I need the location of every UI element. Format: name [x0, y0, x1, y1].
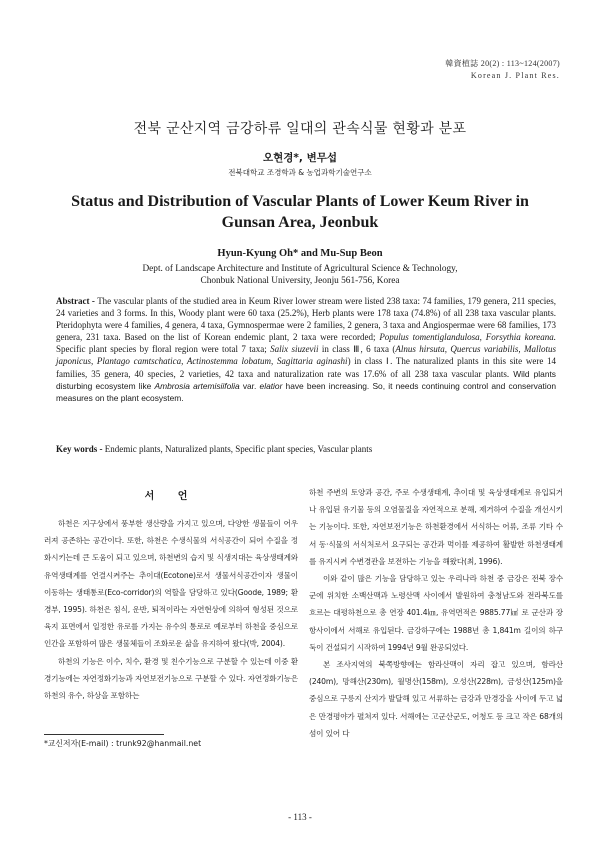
korean-affiliation: 전북대학교 조경학과 & 농업과학기술연구소 — [228, 168, 372, 177]
page-number: - 113 - — [288, 812, 312, 822]
paragraph: 하천의 기능은 이수, 치수, 환경 및 친수기능으로 구분할 수 있는데 이중 환경기능에는 자연정화기능과 자연보전기능으로 구분할 수 있다. 자연정화기능은 하천의 유수, 하상을 포함하는 — [44, 656, 298, 701]
paragraph: 하천은 지구상에서 풍부한 생산량을 가지고 있으며, 다양한 생물들이 어우러져 공존하는 공간이다. 또한, 하천은 수생식물의 서식공간이 되어 수질을 정화시키는데 큰 도움이 되고 있으며, 하천변의 습지 및 식생지대는 육상생태계와 유역생태계를 연결시켜주는 추이대(Ecotone)로서 생물서식공간이자 생물이 이동하는 생태통로(Eco-corridor)의 역할을 담당하고 있다(Goode, 1989; 환경부, 1995). 하천은 침식, 운반, 퇴적이라는 자연현상에 의하여 형성된 것으로 육지 표면에서 일정한 유로를 가지는 유수의 통로로 예로부터 하천을 중심으로 인간을 포함하여 많은 생물체들이 조화로운 삶을 유지하여 왔다(박, 2004). — [44, 519, 298, 649]
keywords-text: Endemic plants, Naturalized plants, Specific plant species, Vascular plants — [102, 444, 373, 454]
journal-name: Korean J. Plant Res. — [470, 71, 560, 80]
abstract-text-3: in class Ⅲ, 6 taxa ( — [318, 344, 396, 355]
abstract-species-6: elatior — [259, 380, 283, 391]
paragraph: 하천 주변의 토양과 공간, 주로 수생생태계, 추이대 및 육상생태계로 유입되거나 유입된 유기물 등의 오염물질을 자연적으로 분해, 제거하여 수질을 개선시키는 기능이다. 또한, 자연보전기능은 하천환경에서 서식하는 어류, 조류 기타 수서 동·식물의 서식처로서 요구되는 공간과 먹이를 제공하여 활발한 하천생태계를 유지시켜 수변경관을 보전하는 기능을 해왔다(최, 1996). — [309, 488, 563, 566]
english-authors: Hyun-Kyung Oh* and Mu-Sup Beon — [217, 248, 383, 259]
english-affiliation — [0, 263, 600, 287]
abstract-species-2: Salix siuzevii — [270, 344, 319, 355]
abstract-label: Abstract - — [56, 296, 95, 306]
left-column — [44, 487, 298, 704]
paragraph: 본 조사지역의 북쪽방향에는 함라산맥이 자리 잡고 있으며, 함라산(240m), 망해산(230m), 월명산(158m), 오성산(228m), 금성산(125m)을 중심으로 구릉지 산지가 발달해 있고 서류하는 금강과 만경강을 사이에 두고 넓은 만경평야가 펼쳐져 있다. 서해에는 고군산군도, 어청도 등 크고 작은 68개의 섬이 있어 다 — [309, 660, 563, 738]
abstract-species-1: Populus tomentiglandulosa, Forsythia koreana. — [379, 332, 557, 343]
right-column — [309, 484, 563, 742]
journal-volume: 韓資植誌 20(2) : 113~124(2007) — [445, 59, 560, 68]
abstract-species-5: Ambrosia artemisiifolia — [154, 380, 240, 391]
paragraph: 이와 같이 많은 기능을 담당하고 있는 우리나라 하천 중 금강은 전북 장수군에 위치한 소백산맥과 노령산맥 사이에서 발원하여 충청남도와 전라북도를 흐르는 대평하천으로 총 연장 401.4㎞, 유역면적은 9885.77㎢ 로 군산과 장항사이에서 서해로 유입된다. 금강하구에는 1988년 총 1,841m 길이의 하구둑이 건설되기 시작하여 1994년 9월 완공되었다. — [309, 574, 563, 652]
footnote: *교신저자(E-mail) : trunk92@hanmail.net — [44, 739, 202, 748]
abstract-species-3: Alnus hirsuta, Quercus variabilis, Mallotus japonicus, Plantago camtschatica, Actinostemma lobatum, Sagittaria aginashi — [56, 344, 557, 367]
english-title: Status and Distribution of Vascular Plants of Lower Keum River in Gunsan Area, Jeonbuk — [71, 193, 529, 231]
korean-title: 전북 군산지역 금강하류 일대의 관속식물 현황과 분포 — [133, 121, 467, 137]
abstract-text-6: var. — [239, 380, 260, 391]
section-title: 서 언 — [144, 491, 198, 502]
footnote-divider — [44, 734, 164, 735]
affiliation-line-2: Chonbuk National University, Jeonju 561-756, Korea — [200, 276, 400, 286]
abstract-text-7: have been increasing. So, it needs continuing control and conservation measures on the plant ecosystem. — [56, 380, 557, 403]
korean-authors: 오현경*, 변무섭 — [263, 152, 337, 164]
abstract-text-1: The vascular plants of the studied area in Keum River lower stream were listed 238 taxa: 74 families, 179 genera, 211 species, 24 varieties and 3 forms. In this, Woody plant were 60 taxa (25.2%), Herb plants were 178 taxa (74.8%) of all 238 taxa vascular plants. Pteridophyta were 4 families, 4 genera, 4 taxa, Gymnospermae were 2 families, 2 genera, 3 taxa and Angiospermae were 68 families, 173 genera, 231 taxa. Based on the list of Korean endemic plant, 2 taxa were recorded; — [56, 296, 556, 343]
abstract — [56, 295, 556, 404]
journal-citation — [445, 58, 560, 82]
abstract-text-4: ) in class Ⅰ. The naturalized plants in this site were 14 families, 35 genera, 40 species, 2 varieties, 42 taxa and naturalization rate was 17.6% of all 238 taxa vascular plants. — [56, 356, 556, 379]
keywords-label: Key words - — [56, 444, 103, 454]
abstract-text-2: Specific plant species by floral region were total 7 taxa; — [56, 344, 271, 355]
affiliation-line-1: Dept. of Landscape Architecture and Institute of Agricultural Science & Technology, — [142, 264, 458, 274]
keywords — [56, 444, 556, 454]
abstract-text-5: Wild plants disturbing ecosystem like — [56, 368, 556, 391]
